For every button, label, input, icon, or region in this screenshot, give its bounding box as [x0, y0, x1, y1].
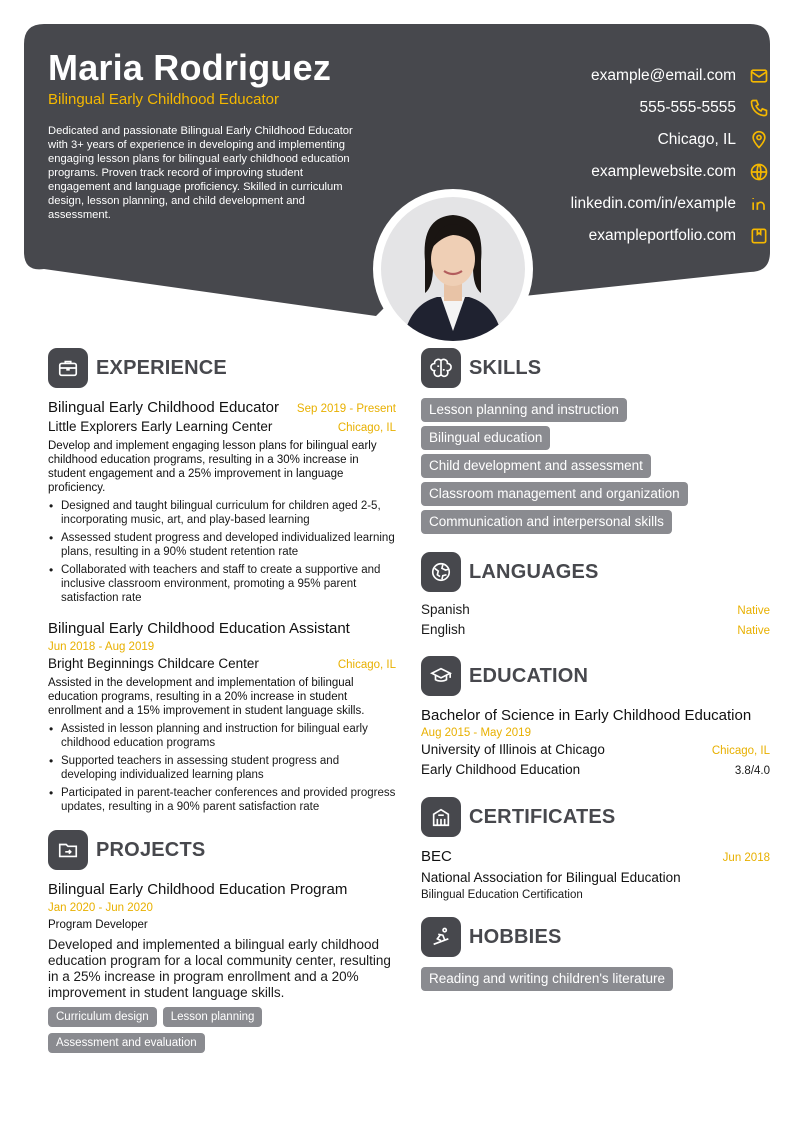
- certificate-issuer: National Association for Bilingual Education: [421, 870, 681, 885]
- project-date: Jan 2020 - Jun 2020: [48, 902, 153, 914]
- briefcase-icon: [48, 348, 88, 388]
- globe-language-icon: [421, 552, 461, 592]
- education-gpa: 3.8/4.0: [734, 765, 770, 777]
- job-company: Bright Beginnings Childcare Center: [48, 656, 259, 671]
- right-column: [421, 348, 770, 995]
- languages-heading: LANGUAGES: [469, 560, 599, 583]
- skiing-icon: [421, 917, 461, 957]
- language-item: [421, 622, 770, 642]
- experience-section: [48, 348, 396, 814]
- education-section: [421, 656, 770, 779]
- job-bullet: • Participated in parent-teacher conferences and provided progress updates, resulting in a 90% parent satisfaction rate: [48, 786, 396, 814]
- contact-linkedin-text[interactable]: linkedin.com/in/example: [570, 195, 736, 212]
- left-column: [48, 348, 396, 1059]
- job-bullet: • Collaborated with teachers and staff to create a supportive and inclusive classroom environment, promoting a 95% parent satisfaction rate: [48, 563, 396, 605]
- skill-tag: Lesson planning and instruction: [421, 398, 627, 422]
- education-school: University of Illinois at Chicago: [421, 742, 605, 757]
- education-degree: Bachelor of Science in Early Childhood Education: [421, 707, 752, 724]
- contact-location-text: Chicago, IL: [657, 131, 736, 148]
- project-title: Bilingual Early Childhood Education Program: [48, 881, 348, 898]
- contact-website[interactable]: [410, 156, 770, 188]
- project-description: Developed and implemented a bilingual early childhood education program for a local community center, resulting in a 25% increase in program enrollment and a 20% improvement in student language skills.: [48, 937, 391, 1000]
- job-bullet: • Designed and taught bilingual curriculum for children aged 2-5, incorporating music, art, and play-based learning: [48, 499, 396, 527]
- brain-icon: [421, 348, 461, 388]
- graduation-cap-icon: [421, 656, 461, 696]
- candidate-name: Maria Rodriguez: [48, 47, 332, 88]
- bookmark-icon: [748, 225, 770, 247]
- profile-photo: [381, 197, 525, 341]
- languages-section: [421, 552, 770, 642]
- skills-heading: SKILLS: [469, 356, 542, 379]
- education-field: Early Childhood Education: [421, 762, 581, 777]
- contact-email-text[interactable]: example@email.com: [591, 67, 736, 84]
- contact-phone[interactable]: [410, 92, 770, 124]
- skills-list: [421, 398, 770, 538]
- contact-portfolio-text[interactable]: exampleportfolio.com: [588, 227, 736, 244]
- skill-tag: Child development and assessment: [421, 454, 651, 478]
- language-level: Native: [737, 625, 770, 637]
- certificates-section: [421, 797, 770, 901]
- phone-icon: [748, 97, 770, 119]
- job-bullet: • Assisted in lesson planning and instruction for bilingual early childhood education programs: [48, 722, 396, 750]
- project-tags: [48, 1007, 396, 1059]
- location-icon: [748, 129, 770, 151]
- contact-email[interactable]: [410, 60, 770, 92]
- mail-icon: [748, 65, 770, 87]
- projects-section: [48, 830, 396, 1059]
- contact-website-text[interactable]: examplewebsite.com: [591, 163, 736, 180]
- globe-icon: [748, 161, 770, 183]
- project-entry: [48, 880, 396, 1059]
- skill-tag: Communication and interpersonal skills: [421, 510, 672, 534]
- experience-heading: EXPERIENCE: [96, 356, 227, 379]
- job-entry: [48, 398, 396, 605]
- job-bullet: • Supported teachers in assessing student progress and developing individualized learning plans: [48, 754, 396, 782]
- skill-tag: Classroom management and organization: [421, 482, 688, 506]
- project-tag: Lesson planning: [163, 1007, 263, 1027]
- language-name: English: [421, 622, 466, 637]
- certificate-date: Jun 2018: [722, 852, 770, 864]
- job-description: Develop and implement engaging lesson plans for bilingual early childhood education programs, resulting in a 30% increase in student engagement and a 25% improvement in language proficiency.: [48, 440, 377, 494]
- skills-section: [421, 348, 770, 538]
- job-bullets: [48, 722, 396, 814]
- job-location: Chicago, IL: [337, 659, 396, 671]
- job-title: Bilingual Early Childhood Education Assistant: [48, 620, 350, 637]
- project-role: Program Developer: [48, 919, 148, 931]
- job-bullets: [48, 499, 396, 605]
- project-tag: Assessment and evaluation: [48, 1033, 205, 1053]
- skill-tag: Bilingual education: [421, 426, 550, 450]
- contact-phone-text[interactable]: 555-555-5555: [639, 99, 736, 116]
- job-date: Sep 2019 - Present: [296, 403, 396, 415]
- hobby-tag: Reading and writing children's literature: [421, 967, 673, 991]
- profile-summary: Dedicated and passionate Bilingual Early Childhood Educator with 3+ years of experience in developing and implementing engaging lesson plans for bilingual early childhood education programs. Proven track record of improving student engagement and language proficiency. Skilled in curriculum design, lesson planning, and child development and assessment.: [48, 125, 353, 221]
- education-location: Chicago, IL: [711, 745, 770, 757]
- linkedin-icon: [748, 193, 770, 215]
- education-heading: EDUCATION: [469, 664, 589, 687]
- hobbies-section: [421, 917, 770, 995]
- projects-heading: PROJECTS: [96, 838, 206, 861]
- certificate-building-icon: [421, 797, 461, 837]
- job-bullet: • Assessed student progress and developed individualized learning plans, resulting in a 90% student retention rate: [48, 531, 396, 559]
- language-name: Spanish: [421, 602, 470, 617]
- hobbies-heading: HOBBIES: [469, 925, 562, 948]
- job-title: Bilingual Early Childhood Educator: [48, 399, 279, 416]
- job-entry: [48, 619, 396, 814]
- job-location: Chicago, IL: [337, 422, 396, 434]
- job-company: Little Explorers Early Learning Center: [48, 419, 273, 434]
- project-tag: Curriculum design: [48, 1007, 157, 1027]
- job-description: Assisted in the development and implementation of bilingual education programs, resulting in a 20% increase in student enrollment and a 15% improvement in student language skills.: [48, 677, 365, 717]
- certificate-description: Bilingual Education Certification: [421, 889, 583, 901]
- language-item: [421, 602, 770, 622]
- candidate-title: Bilingual Early Childhood Educator: [48, 91, 279, 108]
- folder-icon: [48, 830, 88, 870]
- certificates-heading: CERTIFICATES: [469, 805, 616, 828]
- contact-location: [410, 124, 770, 156]
- education-date: Aug 2015 - May 2019: [421, 727, 531, 739]
- job-date: Jun 2018 - Aug 2019: [48, 641, 155, 653]
- language-level: Native: [737, 605, 770, 617]
- certificate-name: BEC: [421, 848, 452, 865]
